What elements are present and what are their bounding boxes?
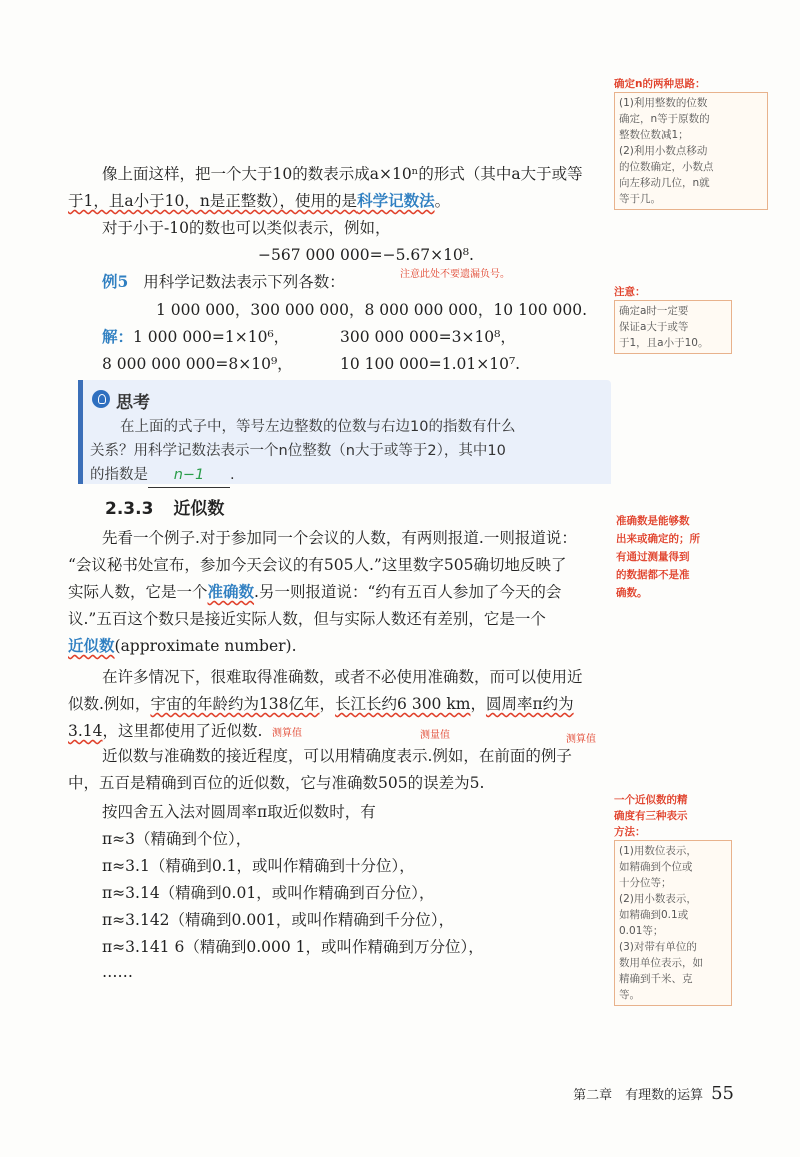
- term-scientific-notation: 科学记数法: [357, 191, 435, 210]
- sidebar-line: 向左移动几位，n就: [619, 177, 710, 189]
- sidebar-line: (2)用小数表示，: [619, 893, 697, 905]
- para3-text: .另一则报道说：“约有五百人参加了今天的会: [254, 583, 562, 601]
- sidebar-note-n: [614, 76, 768, 210]
- para3-english: (approximate number).: [114, 637, 297, 655]
- pi-approx: π≈3.141 6（精确到0.000 1，或叫作精确到万分位），: [102, 938, 484, 956]
- sidebar-note-exact: [616, 512, 700, 602]
- sidebar-line: (3)对带有单位的: [619, 941, 697, 953]
- pi-approx: π≈3.14（精确到0.01，或叫作精确到百分位），: [102, 884, 435, 902]
- answer-blank: n−1: [148, 464, 230, 488]
- sidebar-note-n-box: [614, 92, 768, 210]
- solution-item: 8 000 000 000=8×10⁹，: [102, 355, 293, 373]
- sidebar-line: 确定a时一定要: [619, 305, 689, 317]
- pi-approx: π≈3（精确到个位），: [102, 830, 252, 848]
- para1-line1: 像上面这样，把一个大于10的数表示成a×10ⁿ的形式（其中a大于或等: [102, 165, 583, 183]
- pi-approx: π≈3.1（精确到0.1，或叫作精确到十分位），: [102, 857, 415, 875]
- para1-text: 于1，且a小于10，n是正整数），使用的是: [68, 192, 358, 210]
- sidebar-line: (1)用数位表示，: [619, 845, 697, 857]
- sidebar-line: 确度有三种表示: [614, 810, 688, 822]
- page-number: 55: [711, 1083, 734, 1104]
- para5-line2: 中，五百是精确到百位的近似数，它与准确数505的误差为5.: [68, 774, 485, 792]
- sidebar-line: 有通过测量得到: [616, 551, 690, 563]
- sidebar-line: 出来或确定的；所: [616, 533, 700, 545]
- sidebar-attention-head: 注意：: [614, 286, 646, 298]
- think-line2: 关系？用科学记数法表示一个n位整数（n大于或等于2），其中10: [90, 443, 506, 459]
- solution-item: 1 000 000=1×10⁶，: [133, 328, 290, 346]
- think-line1: 在上面的式子中，等号左边整数的位数与右边10的指数有什么: [120, 419, 516, 435]
- section-heading: [105, 494, 224, 519]
- sidebar-line: 十分位等；: [619, 877, 672, 889]
- sidebar-line: 如精确到0.1或: [619, 909, 689, 921]
- para4-line3: [68, 719, 262, 743]
- sidebar-line: 保证a大于或等: [619, 321, 689, 333]
- para3-line2: “会议秘书处宣布，参加今天会议的有505人.”这里数字505确切地反映了: [68, 556, 567, 574]
- note-measure: 测算值: [566, 734, 596, 745]
- think-line3: [90, 464, 235, 488]
- para3-line1: 先看一个例子.对于参加同一个会议的人数，有两则报道.一则报道说：: [102, 529, 577, 547]
- example-numbers: 1 000 000，300 000 000，8 000 000 000，10 100 000.: [156, 301, 588, 319]
- term-approximate-number: 近似数: [68, 636, 115, 655]
- section-title: 近似数: [173, 499, 225, 519]
- sidebar-attention-box: [614, 300, 732, 354]
- para6: 按四舍五入法对圆周率π取近似数时，有: [102, 803, 376, 821]
- example-5: [102, 270, 345, 294]
- para4-comma: ，: [470, 695, 486, 713]
- note-negative-sign: 注意此处不要遗漏负号。: [400, 269, 510, 280]
- sidebar-line: 数用单位表示，如: [619, 957, 703, 969]
- solution-item: 10 100 000=1.01×10⁷.: [340, 355, 521, 373]
- para3-line4: 议.”五百这个数只是接近实际人数，但与实际人数还有差别，它是一个: [68, 610, 546, 628]
- sidebar-precision-box: [614, 840, 732, 1006]
- para4-text: 似数.例如，: [68, 695, 151, 713]
- sidebar-note-attention: [614, 284, 732, 354]
- sidebar-line: 于1，且a小于10。: [619, 337, 709, 349]
- sidebar-line: 确数。: [616, 587, 648, 599]
- example-universe-age: 宇宙的年龄约为138亿年: [150, 695, 320, 713]
- equation-negative: −567 000 000=−5.67×10⁸.: [258, 246, 474, 264]
- example-yangtze-length: 长江长约6 300 km: [335, 695, 471, 713]
- example-pi: 圆周率π约为: [485, 695, 574, 713]
- sidebar-line: 等于几。: [619, 193, 661, 205]
- term-exact-number: 准确数: [207, 582, 255, 601]
- think-line3-text: 的指数是: [90, 467, 148, 483]
- lightbulb-icon: [92, 390, 110, 408]
- para4-line2: [68, 692, 574, 716]
- note-measure: 测算值: [272, 728, 302, 739]
- example-label: 例5: [102, 272, 129, 291]
- chapter-title: 第二章 有理数的运算: [573, 1088, 704, 1103]
- para4-text: ，这里都使用了近似数.: [102, 722, 263, 740]
- sidebar-line: 一个近似数的精: [614, 794, 688, 806]
- think-line3-end: .: [230, 467, 235, 483]
- sidebar-line: 如精确到个位或: [619, 861, 693, 873]
- think-title: 思考: [116, 393, 150, 413]
- sidebar-line: 等。: [619, 989, 640, 1001]
- solution-line1: [102, 325, 289, 349]
- sidebar-line: 的位数确定，小数点: [619, 161, 714, 173]
- pi-approx: π≈3.142（精确到0.001，或叫作精确到千分位），: [102, 911, 455, 929]
- para1-line2: [68, 189, 450, 213]
- para1-end: 。: [434, 192, 451, 210]
- para4-comma: ，: [319, 695, 336, 713]
- ellipsis: ……: [102, 963, 133, 981]
- sidebar-line: (2)利用小数点移动: [619, 145, 708, 157]
- sidebar-line: 精确到千米、克: [619, 973, 693, 985]
- example-text: 用科学记数法表示下列各数：: [143, 273, 345, 291]
- example-pi-value: 3.14: [68, 722, 103, 740]
- solution-item: 300 000 000=3×10⁸，: [340, 328, 516, 346]
- section-number: 2.3.3: [105, 499, 154, 519]
- sidebar-note-precision: [614, 792, 732, 1006]
- sidebar-line: 方法：: [614, 826, 646, 838]
- para3-text: 实际人数，它是一个: [68, 583, 208, 601]
- sidebar-line: 的数据都不是准: [616, 569, 690, 581]
- para3-line5: [68, 634, 297, 658]
- solution-label: 解：: [102, 327, 134, 346]
- sidebar-line: 准确数是能够数: [616, 515, 690, 527]
- sidebar-line: 确定，n等于原数的: [619, 113, 710, 125]
- sidebar-line: 0.01等；: [619, 925, 664, 937]
- para2: 对于小于-10的数也可以类似表示，例如，: [102, 219, 391, 237]
- note-measure: 测量值: [420, 730, 450, 741]
- para4-line1: 在许多情况下，很难取得准确数，或者不必使用准确数，而可以使用近: [102, 668, 583, 686]
- sidebar-note-n-head: 确定n的两种思路：: [614, 78, 706, 90]
- page-footer: [573, 1083, 734, 1104]
- para3-line3: [68, 580, 561, 604]
- para5-line1: 近似数与准确数的接近程度，可以用精确度表示.例如，在前面的例子: [102, 747, 572, 765]
- sidebar-line: 整数位数减1；: [619, 129, 689, 141]
- sidebar-line: (1)利用整数的位数: [619, 97, 708, 109]
